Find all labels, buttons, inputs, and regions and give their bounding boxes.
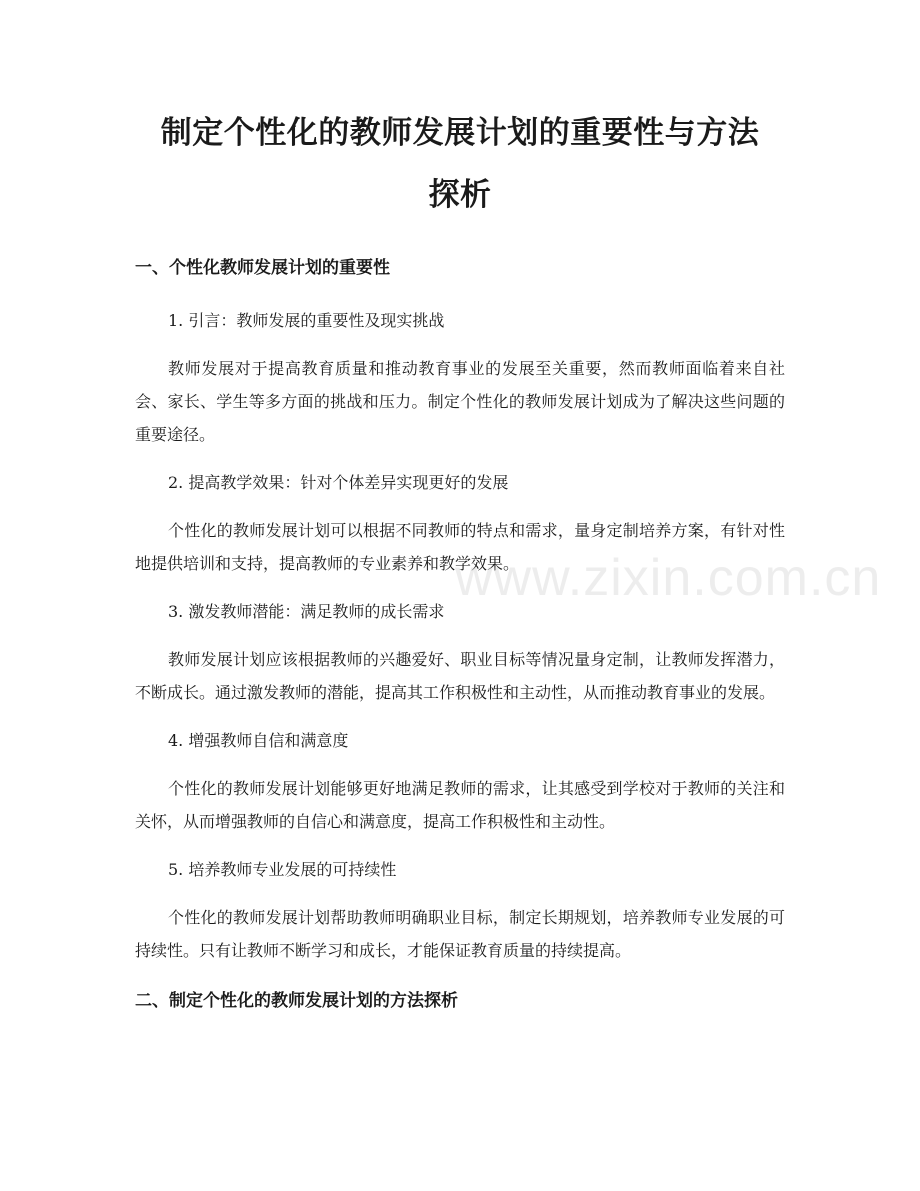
title-line-2: 探析	[428, 177, 492, 213]
watermark: www.zixin.com.cn	[455, 549, 882, 607]
item-1-text: 教师发展对于提高教育质量和推动教育事业的发展至关重要，然而教师面临着来自社会、家长、学生等多方面的挑战和压力。制定个性化的教师发展计划成为了解决这些问题的重要途径。	[135, 359, 785, 444]
item-4-heading: 4. 增强教师自信和满意度	[168, 731, 349, 750]
item-1-heading: 1. 引言：教师发展的重要性及现实挑战	[168, 311, 445, 330]
item-2-text: 个性化的教师发展计划可以根据不同教师的特点和需求，量身定制培养方案，有针对性地提供培训和支持，提高教师的专业素养和教学效果。	[135, 521, 785, 573]
section-1-heading: 一、个性化教师发展计划的重要性	[135, 258, 390, 278]
item-4-text: 个性化的教师发展计划能够更好地满足教师的需求，让其感受到学校对于教师的关注和关怀，从而增强教师的自信心和满意度，提高工作积极性和主动性。	[135, 779, 785, 831]
item-5-heading: 5. 培养教师专业发展的可持续性	[168, 860, 397, 879]
item-3-heading: 3. 激发教师潜能：满足教师的成长需求	[168, 602, 445, 621]
item-3-text: 教师发展计划应该根据教师的兴趣爱好、职业目标等情况量身定制，让教师发挥潜力，不断成长。通过激发教师的潜能，提高其工作积极性和主动性，从而推动教育事业的发展。	[135, 650, 785, 702]
item-2-heading: 2. 提高教学效果：针对个体差异实现更好的发展	[168, 473, 509, 492]
document-title	[135, 0, 785, 226]
title-line-1: 制定个性化的教师发展计划的重要性与方法	[160, 115, 760, 151]
section-2-heading: 二、制定个性化的教师发展计划的方法探析	[135, 991, 458, 1011]
item-5-text: 个性化的教师发展计划帮助教师明确职业目标，制定长期规划，培养教师专业发展的可持续性。只有让教师不断学习和成长，才能保证教育质量的持续提高。	[135, 908, 785, 960]
